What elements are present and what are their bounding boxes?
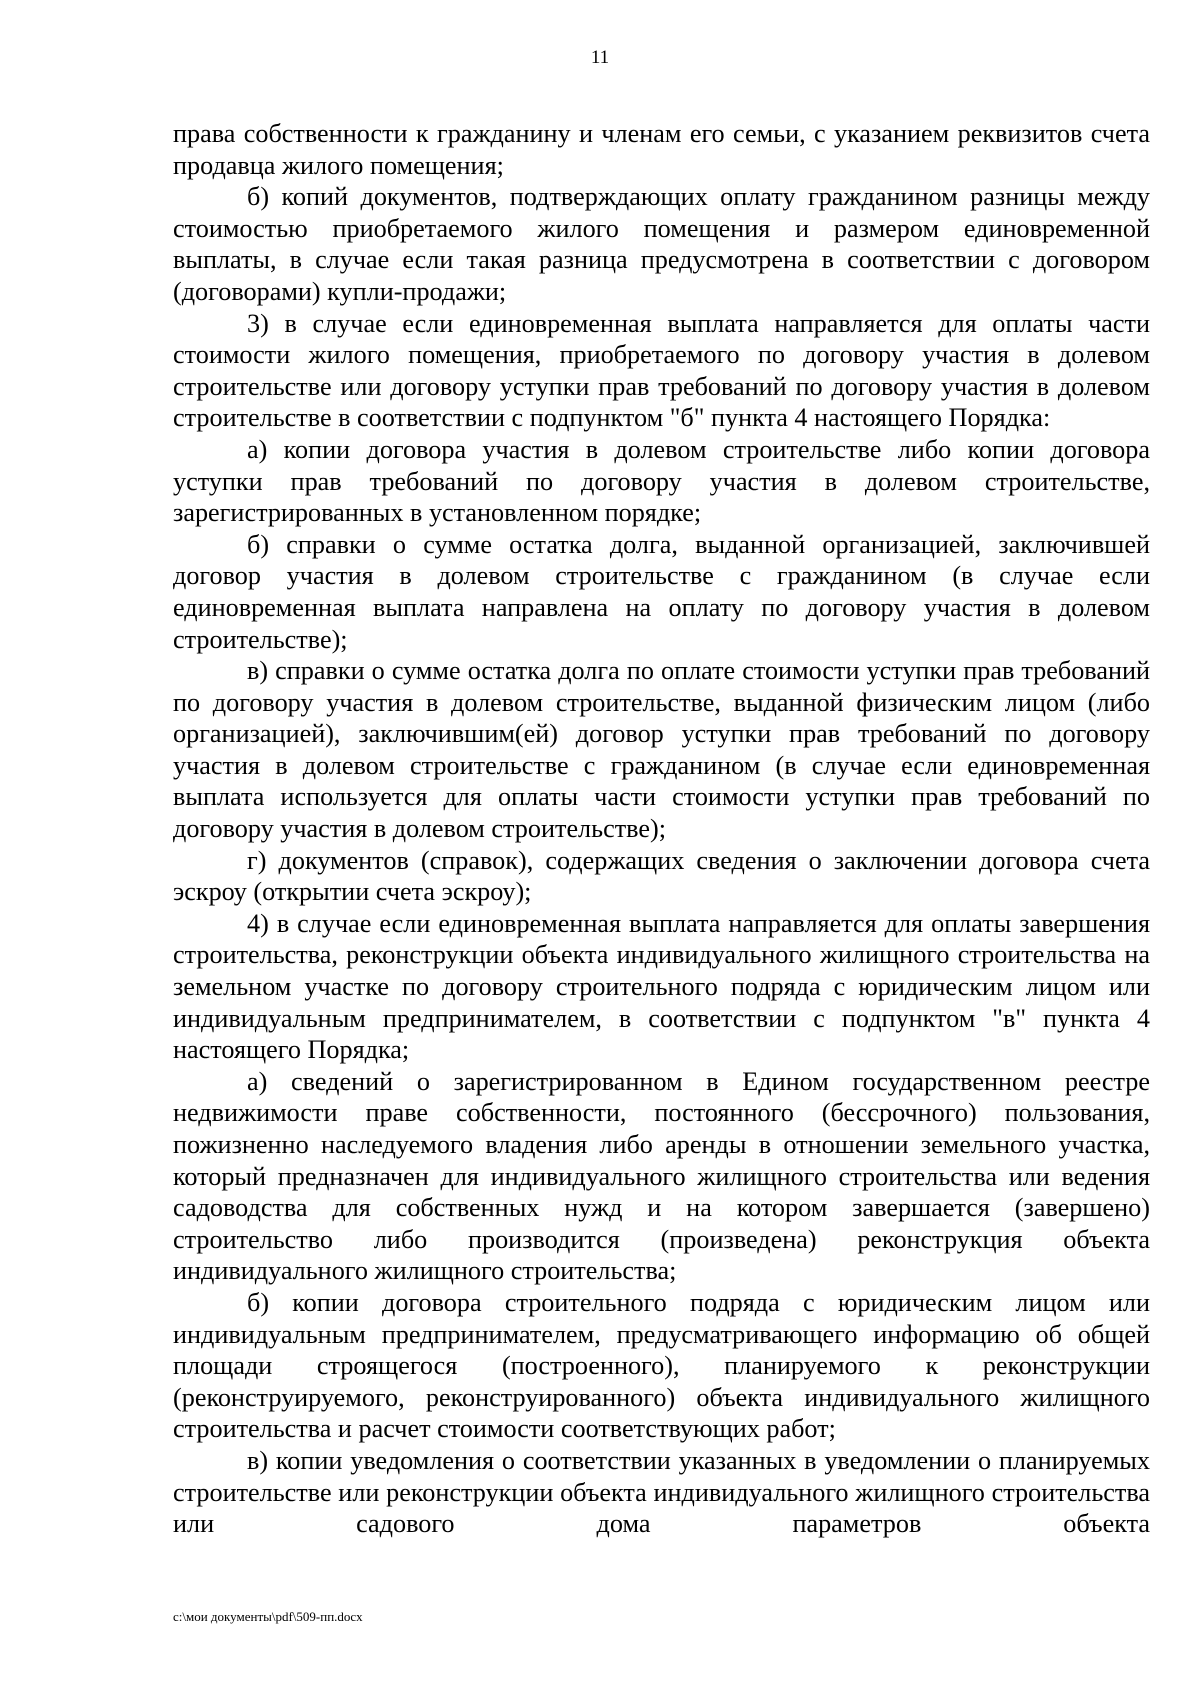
paragraph: в) копии уведомления о соответствии указанных в уведомлении о планируемых строительстве или реконструкции объекта индивидуального жилищного строительства или садового дома параметров объекта <box>173 1445 1150 1539</box>
paragraph: права собственности к гражданину и членам его семьи, с указанием реквизитов счета продавца жилого помещения; <box>173 119 1150 180</box>
document-body <box>173 118 1150 1540</box>
paragraph: 3) в случае если единовременная выплата направляется для оплаты части стоимости жилого помещения, приобретаемого по договору участия в долевом строительстве или договору уступки прав требований по договору участия в долевом строительстве в соответствии с подпунктом "б" пункта 4 настоящего Порядка: <box>173 308 1150 433</box>
paragraph: б) копии договора строительного подряда с юридическим лицом или индивидуальным предпринимателем, предусматривающего информацию об общей площади строящегося (построенного), планируемого к реконструкции (реконструируемого, реконструированного) объекта индивидуального жилищного строительства и расчет стоимости соответствующих работ; <box>173 1287 1150 1444</box>
footer-file-path: c:\мои документы\pdf\509-пп.docx <box>173 1609 363 1624</box>
paragraph: а) сведений о зарегистрированном в Едином государственном реестре недвижимости праве собственности, постоянного (бессрочного) пользования, пожизненно наследуемого владения либо аренды в отношении земельного участка, который предназначен для индивидуального жилищного строительства или ведения садоводства для собственных нужд и на котором завершается (завершено) строительство либо производится (произведена) реконструкция объекта индивидуального жилищного строительства; <box>173 1066 1150 1286</box>
paragraph: в) справки о сумме остатка долга по оплате стоимости уступки прав требований по договору участия в долевом строительстве, выданной физическим лицом (либо организацией), заключившим(ей) договор уступки прав требований по договору участия в долевом строительстве с гражданином (в случае если единовременная выплата используется для оплаты части стоимости уступки прав требований по договору участия в долевом строительстве); <box>173 656 1150 844</box>
page-number: 11 <box>590 47 610 68</box>
paragraph: а) копии договора участия в долевом строительстве либо копии договора уступки прав требований по договору участия в долевом строительстве, зарегистрированных в установленном порядке; <box>173 434 1150 528</box>
paragraph: г) документов (справок), содержащих сведения о заключении договора счета эскроу (открытии счета эскроу); <box>173 845 1150 907</box>
paragraph: 4) в случае если единовременная выплата направляется для оплаты завершения строительства, реконструкции объекта индивидуального жилищного строительства на земельном участке по договору строительного подряда с юридическим лицом или индивидуальным предпринимателем, в соответствии с подпунктом "в" пункта 4 настоящего Порядка; <box>173 908 1150 1065</box>
paragraph: б) справки о сумме остатка долга, выданной организацией, заключившей договор участия в долевом строительстве с гражданином (в случае если единовременная выплата направлена на оплату по договору участия в долевом строительстве); <box>173 529 1150 654</box>
paragraph: б) копий документов, подтверждающих оплату гражданином разницы между стоимостью приобретаемого жилого помещения и размером единовременной выплаты, в случае если такая разница предусмотрена в соответствии с договором (договорами) купли-продажи; <box>173 182 1150 306</box>
